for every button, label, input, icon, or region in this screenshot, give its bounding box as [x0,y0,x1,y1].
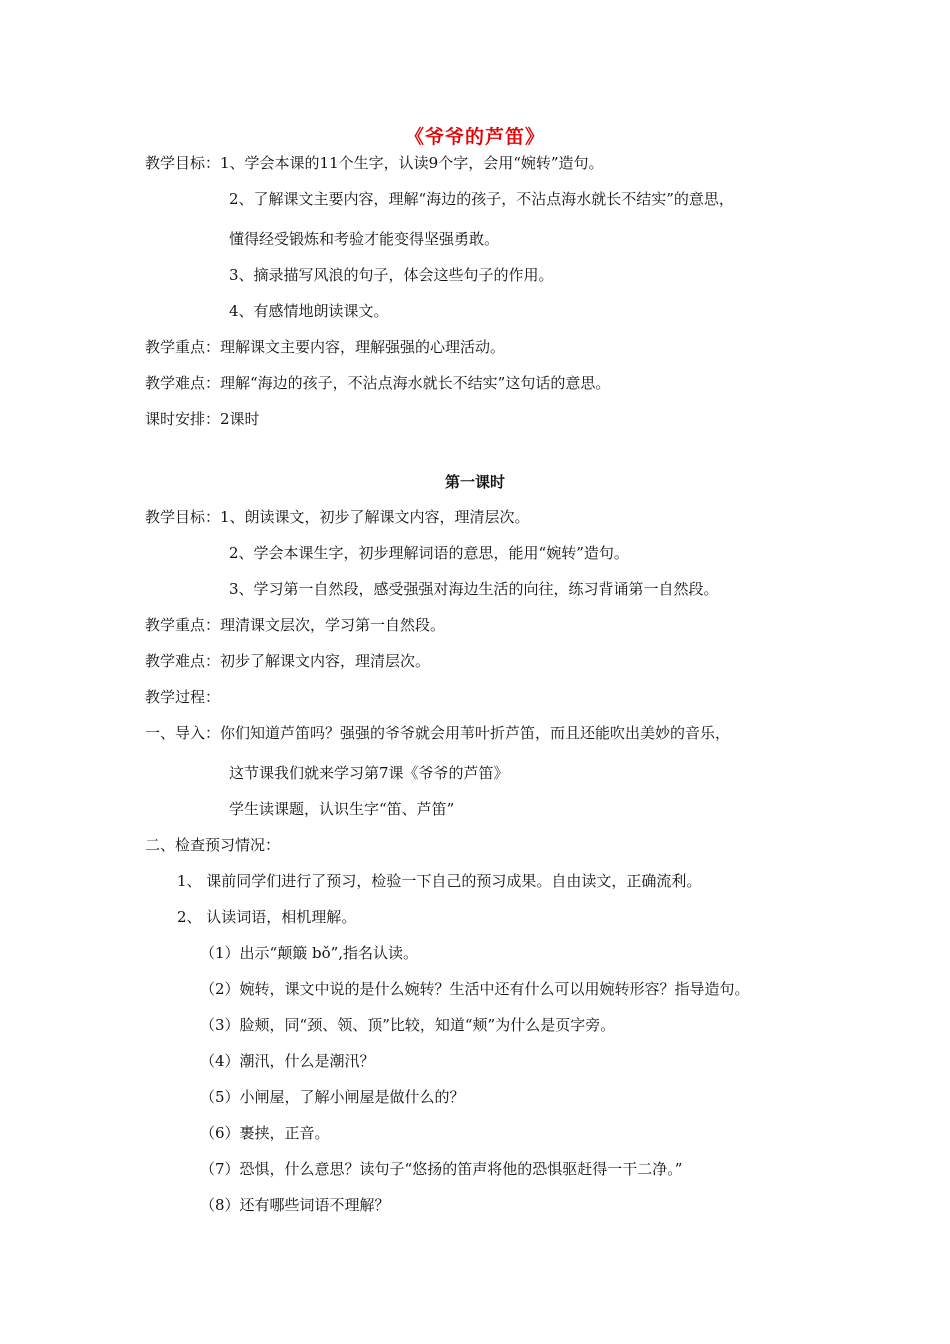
lesson-key-point: 教学重点：理清课文层次，学习第一自然段。 [145,616,446,634]
goal-item: 2、了解课文主要内容，理解“海边的孩子，不沾点海水就长不结实”的意思， [229,190,734,208]
check-step: 二、检查预习情况： [145,836,281,854]
key-point: 教学重点：理解课文主要内容，理解强强的心理活动。 [145,338,506,356]
lesson-goal-item: 2、学会本课生字，初步理解词语的意思，能用“婉转”造句。 [229,544,629,562]
vocab-item: （8）还有哪些词语不理解？ [200,1196,390,1214]
lesson-goals-label: 教学目标： [145,508,221,526]
difficulty: 教学难点：理解“海边的孩子，不沾点海水就长不结实”这句话的意思。 [145,374,611,392]
goal-item: 1、学会本课的11个生字，认读9个字，会用“婉转”造句。 [220,154,604,172]
lesson-goal-item: 3、学习第一自然段，感受强强对海边生活的向往，练习背诵第一自然段。 [229,580,719,598]
lesson-heading: 第一课时 [444,473,505,491]
check-item: 2、 认读词语，相机理解。 [177,908,357,926]
goals-row [145,153,604,173]
check-item: 1、 课前同学们进行了预习，检验一下自己的预习成果。自由读文，正确流利。 [177,872,702,890]
vocab-item: （4）潮汛，什么是潮汛？ [200,1052,375,1070]
intro-line: 学生读课题，认识生字“笛、芦笛” [229,800,455,818]
vocab-item: （6）裹挟，正音。 [200,1124,330,1142]
intro-line: 这节课我们就来学习第7课《爷爷的芦笛》 [229,764,509,782]
goal-item: 4、有感情地朗读课文。 [229,302,389,320]
vocab-item: （1）出示“颠簸 bǒ”,指名认读。 [200,944,419,962]
lesson-difficulty: 教学难点：初步了解课文内容，理清层次。 [145,652,431,670]
vocab-item: （3）脸颊，同“颈、领、顶”比较，知道“颊”为什么是页字旁。 [200,1016,616,1034]
lesson-goals-row [145,507,530,527]
intro-step: 一、导入：你们知道芦笛吗？强强的爷爷就会用苇叶折芦笛，而且还能吹出美妙的音乐， [145,724,731,742]
vocab-item: （2）婉转，课文中说的是什么婉转？生活中还有什么可以用婉转形容？指导造句。 [200,980,750,998]
vocab-item: （5）小闸屋，了解小闸屋是做什么的？ [200,1088,465,1106]
goals-label: 教学目标： [145,154,221,172]
schedule: 课时安排：2课时 [145,410,260,428]
process-label: 教学过程： [145,688,221,706]
document-title: 《爷爷的芦笛》 [404,126,545,148]
goal-item: 3、摘录描写风浪的句子，体会这些句子的作用。 [229,266,554,284]
vocab-item: （7）恐惧，什么意思？读句子“悠扬的笛声将他的恐惧驱赶得一干二净。” [200,1160,683,1178]
lesson-goal-item: 1、朗读课文，初步了解课文内容，理清层次。 [220,508,530,526]
goal-item: 懂得经受锻炼和考验才能变得坚强勇敢。 [229,230,500,248]
